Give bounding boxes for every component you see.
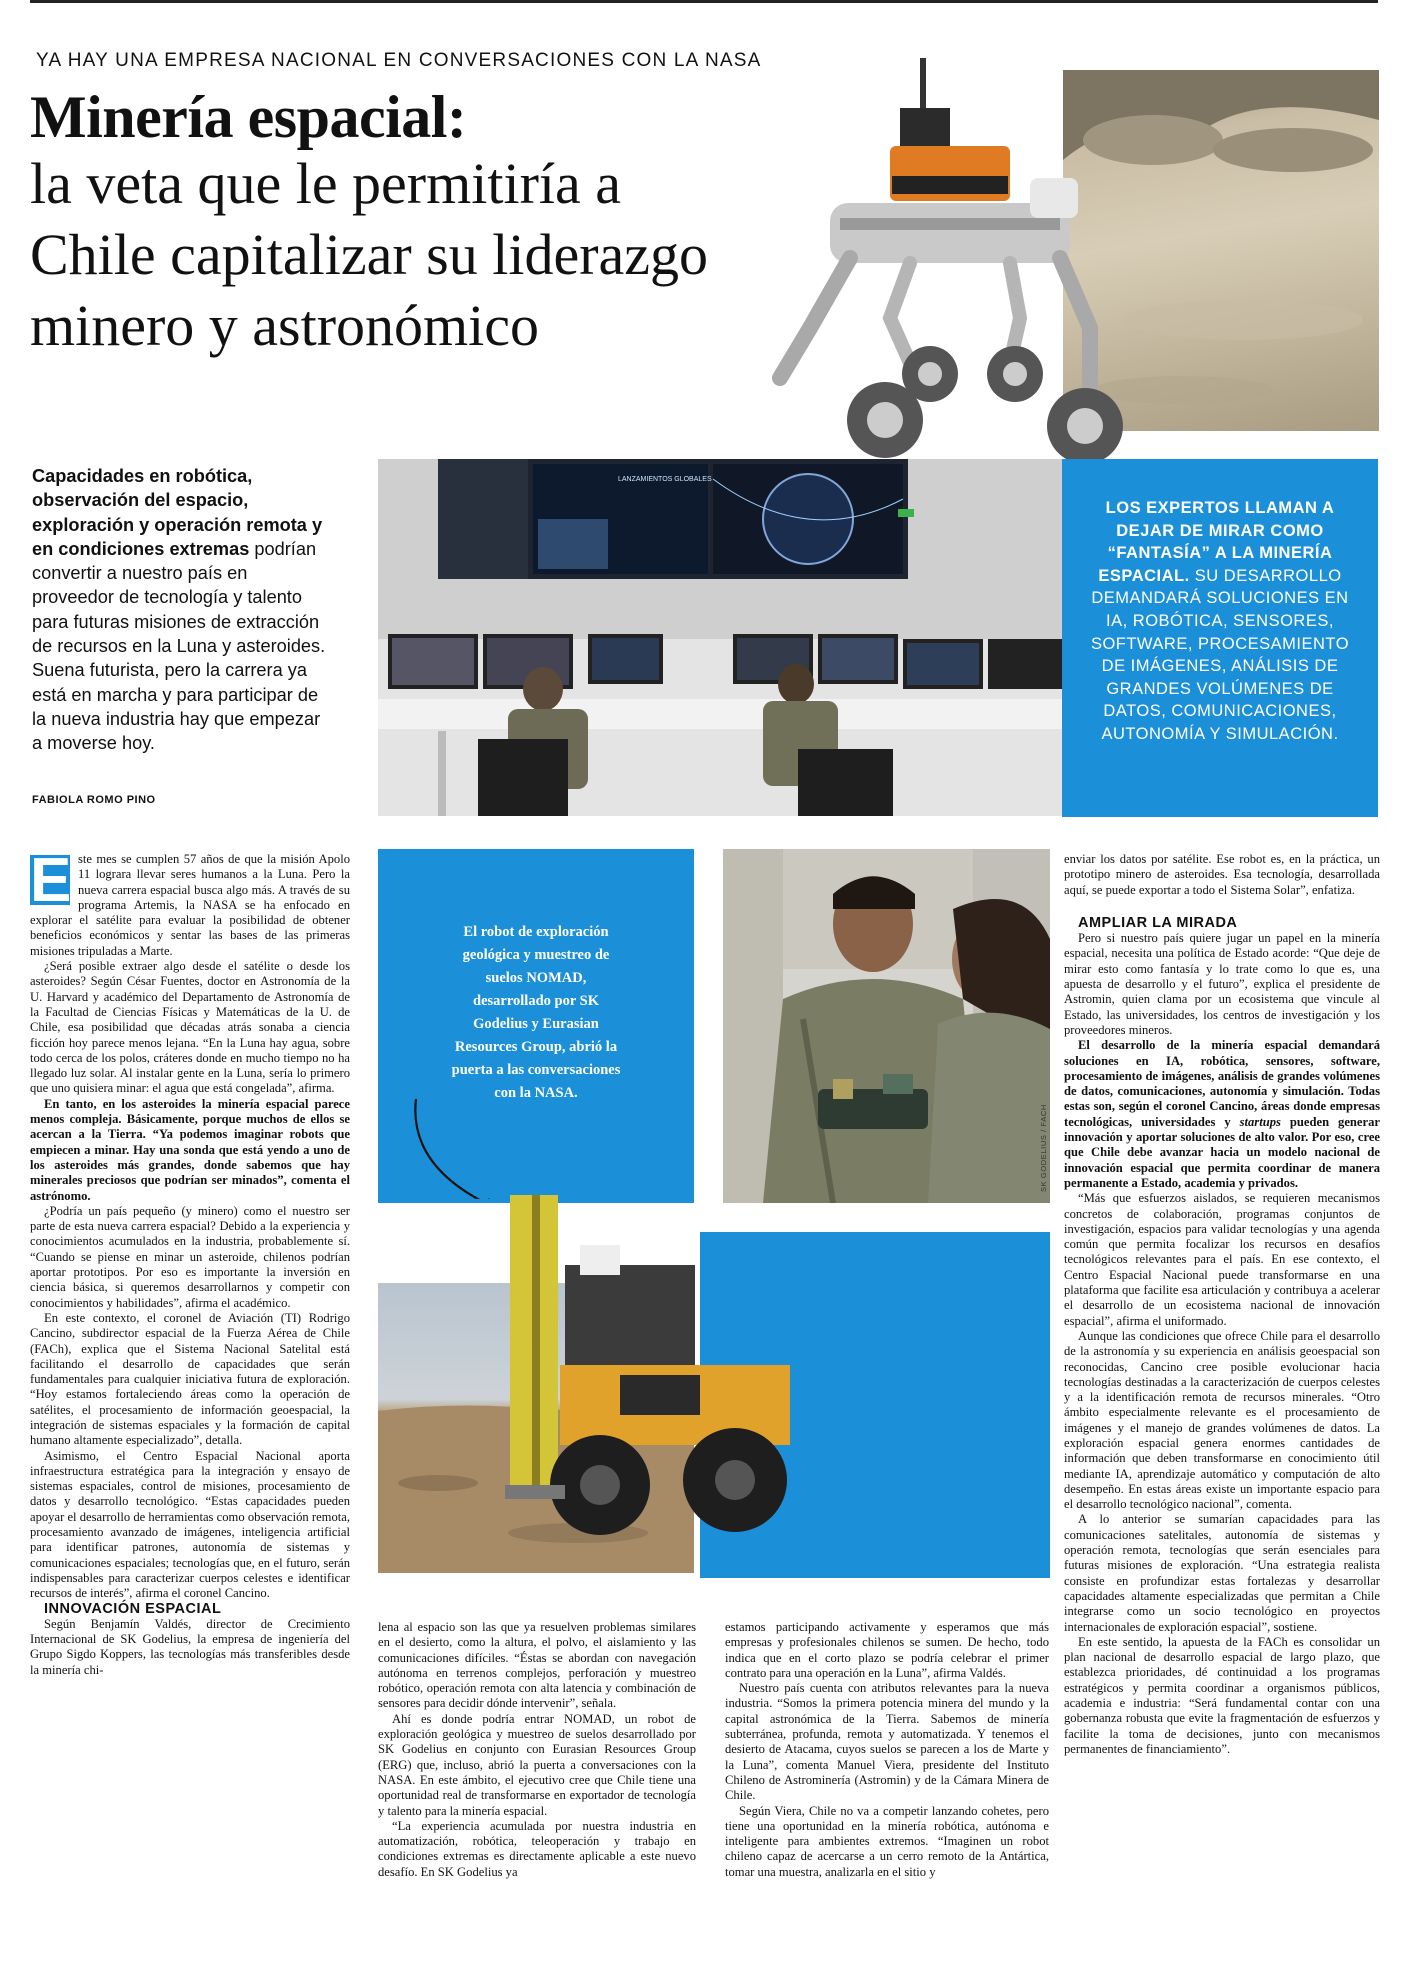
paragraph: A lo anterior se sumarían capacidades para las comunicaciones satelitales, autonomía de sistemas y operación remota, tecnologías que serán esenciales para futuras misiones de exploración. “Una estrategia realista consiste en profundizar estas fortalezas y desarrollar capacidades altamente especializadas que permitan a Chile integrarse como un socio tecnológico en proyectos internacionales de exploración espacial”, sostiene. <box>1064 1512 1380 1634</box>
paragraph: Aunque las condiciones que ofrece Chile para el desarrollo de la astronomía y su experiencia en análisis geoespacial son reconocidas, Cancino cree posible evolucionar hacia tecnologías destinadas a la caracterización de cuerpos celestes y a la identificación remota de recursos minerales. “Otro ámbito especialmente relevante es el procesamiento de imágenes y el manejo de grandes volúmenes de datos. La exploración espacial genera enormes cantidades de información que deben transformarse en conocimiento útil mediante IA, aprendizaje automático y computación de alto desempeño. En estas áreas existe un importante espacio para el desarrollo tecnológico nacional”, comenta. <box>1064 1328 1380 1512</box>
paragraph: Nuestro país cuenta con atributos relevantes para la nueva industria. “Somos la primera potencia minera del mundo y la capital astronómica de la Tierra. Sabemos de minería subterránea, profunda, remota y automatizada. Y tenemos el desierto de Atacama, cuyos suelos se parecen a los de Marte y la Luna”, comenta Manuel Viera, presidente del Instituto Chileno de Astrominería (Astromin) y de la Cámara Minera de Chile. <box>725 1681 1049 1803</box>
robot-dog-image <box>760 58 1140 468</box>
paragraph-text: El desarrollo de la minería espacial demandará soluciones en IA, robótica, sensores, software, procesamiento de imágenes, análisis de grandes volúmenes de datos, comunicaciones, autonomía y simulación. Todas estas son, según el coronel Cancino, áreas donde empresas tecnológicas, universidades y <box>1064 1038 1380 1129</box>
paragraph: “La experiencia acumulada por nuestra industria en automatización, robótica, teleoperación y trabajo en condiciones extremas es directamente aplicable a este nuevo desafío. En SK Godelius ya <box>378 1818 696 1879</box>
photo-caption: El robot de exploración geológica y muestreo de suelos NOMAD, desarrollado por SK Godelius y Eurasian Resources Group, abrió la puerta a las conversaciones con la NASA. <box>451 924 621 1101</box>
paragraph: En este sentido, la apuesta de la FACh es consolidar un plan nacional de desarrollo espacial de largo plazo, que establezca prioridades, dé continuidad a los programas estratégicos y permita coordinar a organismos públicos, academia e industria: “Será fundamental contar con una gobernanza robusta que evite la fragmentación de esfuerzos y facilite la toma de decisiones, junto con mecanismos permanentes de financiamiento”. <box>1064 1634 1380 1756</box>
body-column-1 <box>30 846 350 1678</box>
control-room-photo <box>378 459 1065 816</box>
paragraph: ¿Será posible extraer algo desde el satélite o desde los asteroides? Según César Fuentes, doctor en Astronomía de la U. Harvard y académico del Departamento de Astronomía de la Facultad de Ciencias Físicas y Matemáticas de la U. de Chile, esa posibilidad que décadas atrás sonaba a ciencia ficción hoy parece menos lejana. “En la Luna hay agua, sobre todo cerca de los polos, cráteres donde en mucho tiempo no ha llegado luz solar. Al instalar gente en la Luna, sería lo primero que uno quisiera minar: el agua que está congelada”, afirma. <box>30 959 350 1096</box>
lead-text: podrían convertir a nuestro país en proveedor de tecnología y talento para futuras misiones de extracción de recursos en la Luna y asteroides. Suena futurista, pero la carrera ya está en marcha y para participar de la nueva industria hay que empezar a moverse hoy. <box>32 538 326 754</box>
paragraph: Asimismo, el Centro Espacial Nacional aporta infraestructura estratégica para la integración y ensayo de sistemas espaciales, control de misiones, procesamiento de datos y desarrollo tecnológico. “Estas capacidades pueden apoyar el desarrollo de herramientas como observación remota, procesamiento avanzado de imágenes, inteligencia artificial para identificar patrones, autonomía de sistemas y comunicaciones espaciales; tecnologías que, en el futuro, serán indispensables para caracterizar cuerpos celestes e identificar recursos de interés”, afirma el coronel Cancino. <box>30 1448 350 1601</box>
paragraph: “Más que esfuerzos aislados, se requieren mecanismos concretos de colaboración, programas conjuntos de investigación, espacios para validar tecnologías y una agenda común que permita focalizar los recursos en desafíos tecnológicos relevantes para el país. En ese contexto, el Centro Espacial Nacional puede transformarse en una plataforma que facilite esa articulación y contribuya a acelerar el desarrollo de un ecosistema nacional de innovación espacial”, afirma el uniformado. <box>1064 1191 1380 1328</box>
paragraph-text: ste mes se cumplen 57 años de que la misión Apolo 11 lograra llevar seres humanos a la Luna. Pero la nueva carrera espacial busca algo más. A través de su programa Artemis, la NASA se ha enfocado en explorar el satélite para evaluar la posibilidad de obtener beneficios económicos y sentar las bases de las primeras misiones tripuladas a Marte. <box>30 852 350 958</box>
paragraph: En este contexto, el coronel de Aviación (TI) Rodrigo Cancino, subdirector espacial de la Fuerza Aérea de Chile (FACh), explica que el Sistema Nacional Satelital está facilitando el desarrollo de capacidades que serán fundamentales para cualquier iniciativa futura de exploración. “Hoy estamos fortaleciendo áreas como la operación de satélites, el procesamiento de información geoespacial, la integración de sistemas espaciales y la formación de capital humano altamente especializado”, detalla. <box>30 1310 350 1448</box>
personnel-photo <box>723 849 1050 1203</box>
personnel-drawing <box>723 849 1050 1203</box>
paragraph: lena al espacio son las que ya resuelven problemas similares en el desierto, como la altura, el polvo, el aislamiento y las comunicaciones difíciles. “Éstas se abordan con navegación autónoma en terrenos complejos, perforación y muestreo robótico, operación remota con alta latencia y combinación de sensores para decidir dónde intervenir”, señala. <box>378 1620 696 1711</box>
pullquote-text <box>1084 497 1356 746</box>
body-column-4 <box>1064 852 1380 1757</box>
subheading-innovacion: INNOVACIÓN ESPACIAL <box>44 1600 222 1617</box>
caption-box <box>378 849 694 1203</box>
subheading-ampliar: AMPLIAR LA MIRADA <box>1078 914 1238 931</box>
paragraph <box>30 846 350 959</box>
headline-bold: Minería espacial: <box>30 84 467 150</box>
lead-bold: Capacidades en robótica, observación del espacio, exploración y operación remota y en condiciones extremas <box>32 466 323 559</box>
paragraph: Según Benjamín Valdés, director de Crecimiento Internacional de SK Godelius, la empresa de ingeniería del Grupo Sigdo Koppers, las tecnologías más transferibles desde la minería chi- <box>30 1616 350 1677</box>
dropcap: E <box>30 846 72 915</box>
headline-rest: la veta que le permitiría a Chile capitalizar su liderazgo minero y astronómico <box>30 151 708 358</box>
paragraph: ¿Podría un país pequeño (y minero) como el nuestro ser parte de esta nueva carrera espacial? Debido a la experiencia y conocimientos acumulados en la industria, probablemente sí. “Cuando se piense en minar un asteroide, chilenos podrían aportar prototipos. Por eso es importante la inversión en ciencia básica, si queremos desarrollarnos y competir con conocimientos y habilidades”, afirma el académico. <box>30 1203 350 1310</box>
body-column-3 <box>725 1620 1049 1880</box>
paragraph: En tanto, en los asteroides la minería espacial parece menos compleja. Básicamente, porque muchos de ellos se acercan a la Tierra. “Ya podemos imaginar robots que empiecen a minar. Hay una sonda que está yendo a uno de los asteroides más grandes, donde sabemos que hay minerales preciosos que podrían ser minados”, comenta el astrónomo. <box>30 1096 350 1203</box>
kicker: YA HAY UNA EMPRESA NACIONAL EN CONVERSACIONES CON LA NASA <box>36 50 762 71</box>
paragraph-text: pueden generar innovación y aportar soluciones de alto valor. Por eso, cree que Chile debe avanzar hacia un modelo nacional de innovación espacial que permita coordinar de manera permanente a Estado, academia y privados. <box>1064 1114 1380 1190</box>
photo-credit: SK GODELIUS / FACH <box>1039 1104 1048 1192</box>
paragraph: Ahí es donde podría entrar NOMAD, un robot de exploración geológica y muestreo de suelos desarrollado por SK Godelius en conjunto con Eurasian Resources Group (ERG) que, incluso, abrió la puerta a conversaciones con la NASA. En este ámbito, el ejecutivo cree que Chile tiene una oportunidad real de transformarse en exportador de tecnología y talento para la minería espacial. <box>378 1711 696 1818</box>
paragraph: Pero si nuestro país quiere jugar un papel en la minería espacial, necesita una política de Estado acorde: “Que deje de mirar esto como fantasía y lo trate como lo que es, una apuesta de desarrollo y el futuro”, explica el presidente de Astromin, quien clama por un ecosistema que vincule al Estado, las universidades, los centros de investigación y los proveedores mineros. <box>1064 931 1380 1037</box>
paragraph: enviar los datos por satélite. Ese robot es, en la práctica, un prototipo minero de asteroides. Esa tecnología, desarrollada aquí, se puede exportar a todo el Sistema Solar”, enfatiza. <box>1064 852 1380 897</box>
nomad-robot-image <box>470 1195 800 1595</box>
pullquote-box <box>1062 459 1378 817</box>
paragraph: Según Viera, Chile no va a competir lanzando cohetes, pero tiene una oportunidad en la minería robótica, autónoma e inteligente para ambientes extremos. “Imaginen un robot chileno capaz de acercarse a un cerro remoto de la Antártica, tomar una muestra, analizarla en el sitio y <box>725 1803 1049 1879</box>
italic-term: startups <box>1239 1114 1281 1129</box>
pullquote-rest: SU DESARROLLO DEMANDARÁ SOLUCIONES EN IA, ROBÓTICA, SENSORES, SOFTWARE, PROCESAMIENTO DE IMÁGENES, ANÁLISIS DE GRANDES VOLÚMENES DE DATOS, COMUNICACIONES, AUTONOMÍA Y SIMULACIÓN. <box>1090 566 1350 743</box>
pullquote-bold: LOS EXPERTOS LLAMAN A DEJAR DE MIRAR COMO “FANTASÍA” A LA MINERÍA ESPACIAL. <box>1098 499 1335 585</box>
paragraph <box>1064 1038 1380 1191</box>
top-rule <box>30 0 1378 3</box>
caption-arrow-icon <box>388 1079 528 1199</box>
body-column-2 <box>378 1620 696 1880</box>
paragraph: estamos participando activamente y esperamos que más empresas y profesionales chilenos se sumen. De hecho, todo indica que en el corto plazo se podría celebrar el primer contrato para una operación en la Luna”, afirma Valdés. <box>725 1620 1049 1680</box>
control-room-drawing <box>378 459 1065 816</box>
lead-paragraph <box>32 464 332 756</box>
byline: FABIOLA ROMO PINO <box>32 794 156 806</box>
robot-dog-drawing <box>760 58 1140 468</box>
wall-screen-label: LANZAMIENTOS GLOBALES <box>618 476 712 483</box>
nomad-robot-drawing <box>470 1195 800 1595</box>
